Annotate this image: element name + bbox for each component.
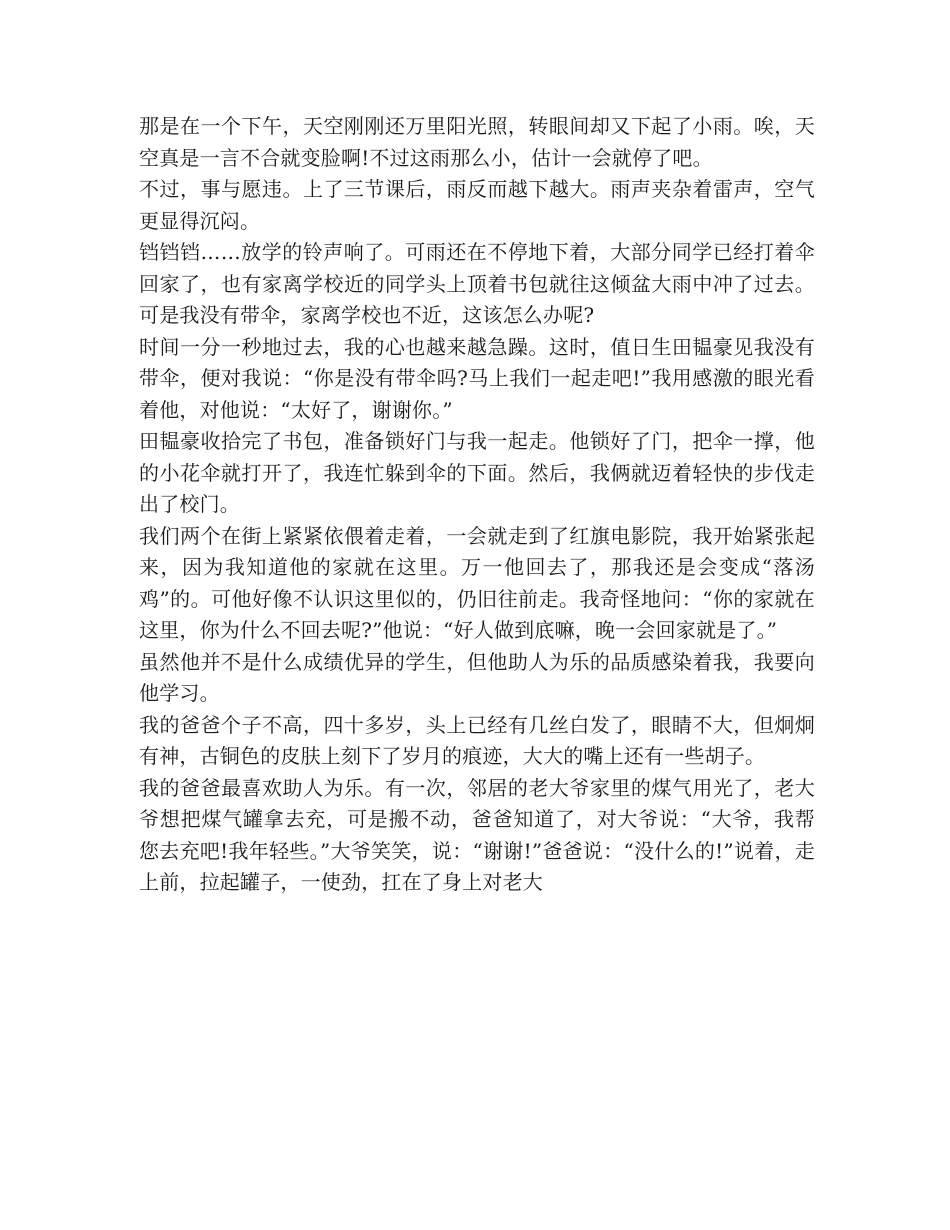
document-body [139, 111, 815, 899]
paragraph-4: 时间一分一秒地过去，我的心也越来越急躁。这时，值日生田韫豪见我没有带伞，便对我说：“你是没有带伞吗?马上我们一起走吧!”我用感激的眼光看着他，对他说：“太好了，谢谢你。” [139, 334, 815, 422]
paragraph-1: 那是在一个下午，天空刚刚还万里阳光照，转眼间却又下起了小雨。唉，天空真是一言不合就变脸啊!不过这雨那么小，估计一会就停了吧。 [139, 114, 815, 170]
paragraph-2: 不过，事与愿违。上了三节课后，雨反而越下越大。雨声夹杂着雷声，空气更显得沉闷。 [139, 177, 815, 233]
paragraph-6: 我们两个在街上紧紧依偎着走着，一会就走到了红旗电影院，我开始紧张起来，因为我知道他的家就在这里。万一他回去了，那我还是会变成“落汤鸡”的。可他好像不认识这里似的，仍旧往前走。我奇怪地问：“你的家就在这里，你为什么不回去呢?”他说：“好人做到底嘛，晚一会回家就是了。” [139, 523, 815, 642]
paragraph-3: 铛铛铛……放学的铃声响了。可雨还在不停地下着，大部分同学已经打着伞回家了，也有家离学校近的同学头上顶着书包就往这倾盆大雨中冲了过去。可是我没有带伞，家离学校也不近，这该怎么办呢? [139, 240, 815, 327]
paragraph-7: 虽然他并不是什么成绩优异的学生，但他助人为乐的品质感染着我，我要向他学习。 [139, 649, 815, 705]
paragraph-8: 我的爸爸个子不高，四十多岁，头上已经有几丝白发了，眼睛不大，但炯炯有神，古铜色的皮肤上刻下了岁月的痕迹，大大的嘴上还有一些胡子。 [139, 712, 815, 768]
paragraph-5: 田韫豪收拾完了书包，准备锁好门与我一起走。他锁好了门，把伞一撑，他的小花伞就打开了，我连忙躲到伞的下面。然后，我俩就迈着轻快的步伐走出了校门。 [139, 429, 815, 516]
paragraph-9: 我的爸爸最喜欢助人为乐。有一次，邻居的老大爷家里的煤气用光了，老大爷想把煤气罐拿去充，可是搬不动，爸爸知道了，对大爷说：“大爷，我帮您去充吧!我年轻些。”大爷笑笑，说：“谢谢!”爸爸说：“没什么的!”说着，走上前，拉起罐子，一使劲，扛在了身上对老大 [139, 775, 815, 894]
